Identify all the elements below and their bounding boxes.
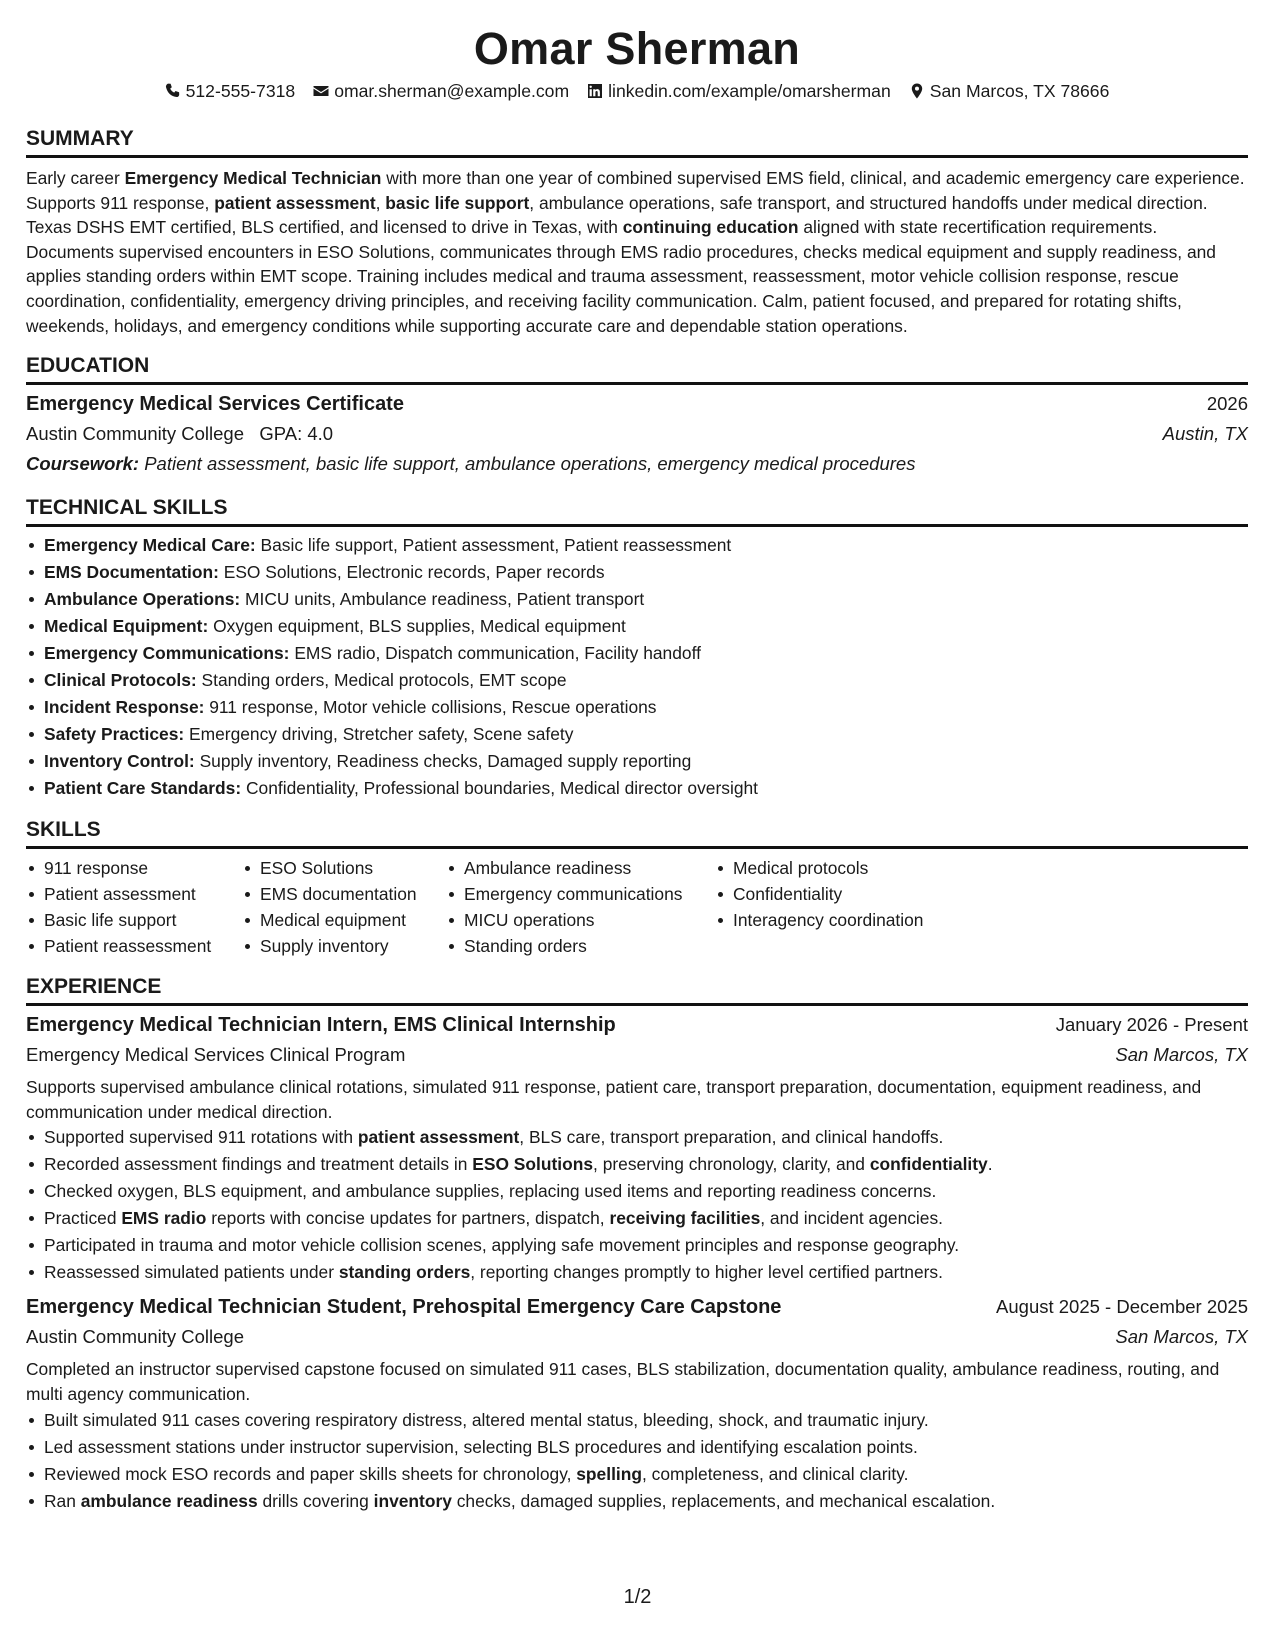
contact-bar	[26, 79, 1248, 103]
bold-term: standing orders	[338, 1262, 471, 1283]
skill-item: Emergency communications	[446, 881, 715, 907]
skill-item: Patient reassessment	[26, 933, 242, 959]
job-title: Emergency Medical Technician Student, Prehospital Emergency Care Capstone	[26, 1296, 782, 1319]
summary-section	[26, 125, 1248, 338]
bold-term: patient assessment	[357, 1127, 520, 1148]
education-year: 2026	[1206, 393, 1248, 415]
phone-icon	[165, 83, 181, 99]
bold-term: receiving facilities	[609, 1208, 761, 1229]
text-run: Reviewed mock ESO records and paper skills sheets for chronology,	[44, 1463, 577, 1484]
bold-term: confidentiality	[869, 1154, 988, 1175]
coursework-label: Coursework:	[26, 453, 140, 475]
section-heading: SKILLS	[26, 816, 1248, 849]
job-organization: Emergency Medical Services Clinical Program	[26, 1044, 406, 1066]
education-location: Austin, TX	[1162, 423, 1248, 445]
job-location: San Marcos, TX	[1115, 1044, 1248, 1066]
coursework-text: Patient assessment, basic life support, ambulance operations, emergency medical procedures	[144, 453, 916, 475]
text-run: Built simulated 911 cases covering respiratory distress, altered mental status, bleeding, shock, and traumatic injury.	[44, 1409, 929, 1430]
job-title: Emergency Medical Technician Intern, EMS Clinical Internship	[26, 1014, 616, 1037]
map-pin-icon	[909, 83, 925, 99]
text-run: , BLS care, transport preparation, and clinical handoffs.	[519, 1127, 944, 1148]
school-name: Austin Community College	[26, 423, 244, 445]
skill-values: Standing orders, Medical protocols, EMT scope	[201, 670, 567, 691]
education-header-row	[26, 389, 1248, 419]
gpa: GPA: 4.0	[259, 423, 334, 445]
job-entry	[26, 1292, 1248, 1514]
job-bullet	[26, 1151, 1248, 1178]
text-run: Recorded assessment findings and treatment details in	[44, 1154, 473, 1175]
job-organization: Austin Community College	[26, 1326, 244, 1348]
skill-category: Ambulance Operations:	[44, 589, 241, 610]
job-bullets	[26, 1124, 1248, 1286]
skill-category: Inventory Control:	[44, 751, 195, 772]
skill-values: MICU units, Ambulance readiness, Patient transport	[245, 589, 645, 610]
job-summary: Supports supervised ambulance clinical rotations, simulated 911 response, patient care, transport preparation, documentation, equipment readiness, and communication under medical direction.	[26, 1077, 1202, 1122]
technical-skills-list	[26, 532, 1248, 802]
section-heading: EDUCATION	[26, 352, 1248, 385]
bold-term: ambulance readiness	[80, 1490, 258, 1511]
text-run: ,	[375, 192, 386, 213]
skill-item: Medical protocols	[715, 855, 975, 881]
experience-list	[26, 1010, 1248, 1514]
education-school-row	[26, 419, 1248, 449]
skill-category: Emergency Communications:	[44, 643, 290, 664]
text-run: Reassessed simulated patients under	[44, 1262, 339, 1283]
job-org-row	[26, 1040, 1248, 1070]
text-run: , preserving chronology, clarity, and	[593, 1154, 870, 1175]
text-run: Early career	[26, 168, 125, 188]
technical-skill-item	[26, 667, 1248, 694]
skill-category: Patient Care Standards:	[44, 778, 242, 799]
technical-skills-section	[26, 494, 1248, 802]
contact-phone	[165, 79, 296, 103]
text-run: , reporting changes promptly to higher level certified partners.	[470, 1262, 943, 1283]
job-header-row	[26, 1010, 1248, 1040]
page-number: 1/2	[623, 1586, 652, 1608]
technical-skill-item	[26, 721, 1248, 748]
bold-term: patient assessment	[214, 192, 376, 213]
text-run: reports with concise updates for partners, dispatch,	[206, 1208, 610, 1229]
job-bullet	[26, 1461, 1248, 1488]
skill-item: MICU operations	[446, 907, 715, 933]
skill-item: ESO Solutions	[242, 855, 446, 881]
skill-item: Standing orders	[446, 933, 715, 959]
skills-column	[715, 855, 975, 959]
section-heading: EXPERIENCE	[26, 973, 1248, 1006]
text-run: Supported supervised 911 rotations with	[44, 1127, 358, 1148]
text-run: Practiced	[44, 1208, 122, 1229]
skill-item: Supply inventory	[242, 933, 446, 959]
job-dates: January 2026 - Present	[1055, 1014, 1248, 1036]
skill-item: EMS documentation	[242, 881, 446, 907]
skill-item: Confidentiality	[715, 881, 975, 907]
skill-item: Basic life support	[26, 907, 242, 933]
resume-page	[26, 0, 1248, 1515]
education-section	[26, 352, 1248, 479]
bold-term: continuing education	[622, 217, 799, 238]
text-run: aligned with state recertification requirements. Documents supervised encounters in ESO Solutions, communicates through EMS radio procedures, checks medical equipment and supply readiness, and applies standing orders within EMT scope. Training includes medical and trauma assessment, reassessment, motor vehicle collision response, rescue coordination, confidentiality, emergency driving principles, and receiving facility communication. Calm, patient focused, and prepared for rotating shifts, weekends, holidays, and emergency conditions while supporting accurate care and dependable station operations.	[26, 217, 1216, 336]
skill-item: Medical equipment	[242, 907, 446, 933]
linkedin-link[interactable]: linkedin.com/example/omarsherman	[608, 81, 891, 101]
technical-skill-item	[26, 694, 1248, 721]
experience-section	[26, 973, 1248, 1514]
section-heading: SUMMARY	[26, 125, 1248, 158]
job-bullet	[26, 1407, 1248, 1434]
skill-values: Oxygen equipment, BLS supplies, Medical equipment	[213, 616, 626, 637]
skill-values: ESO Solutions, Electronic records, Paper records	[223, 562, 605, 583]
bold-term: spelling	[576, 1463, 642, 1484]
school-line	[26, 419, 333, 449]
skills-section	[26, 816, 1248, 959]
skill-category: EMS Documentation:	[44, 562, 219, 583]
technical-skill-item	[26, 613, 1248, 640]
skill-item: Ambulance readiness	[446, 855, 715, 881]
job-header-row	[26, 1292, 1248, 1322]
job-bullet	[26, 1205, 1248, 1232]
skill-item: Interagency coordination	[715, 907, 975, 933]
text-run: , ambulance operations, safe transport, and structured handoffs under medical direction. Texas DSHS EMT certified, BLS certified, and licensed to drive in Texas, with	[26, 192, 1208, 238]
technical-skill-item	[26, 586, 1248, 613]
job-org-row	[26, 1322, 1248, 1352]
skill-values: 911 response, Motor vehicle collisions, Rescue operations	[209, 697, 657, 718]
coursework-line	[26, 449, 1248, 479]
envelope-icon	[313, 83, 329, 99]
technical-skill-item	[26, 532, 1248, 559]
technical-skill-item	[26, 748, 1248, 775]
skill-values: Supply inventory, Readiness checks, Damaged supply reporting	[199, 751, 692, 772]
skill-category: Medical Equipment:	[44, 616, 209, 637]
bold-term: Emergency Medical Technician	[124, 168, 382, 188]
job-bullet	[26, 1434, 1248, 1461]
skills-grid	[26, 855, 1248, 959]
text-run: Checked oxygen, BLS equipment, and ambulance supplies, replacing used items and reporting readiness concerns.	[44, 1181, 937, 1202]
bold-term: basic life support	[385, 192, 530, 213]
text-run: with more than one year of combined supervised EMS field, clinical, and academic emergency care experience. Supports 911 response,	[26, 168, 1245, 213]
contact-location	[909, 79, 1110, 103]
text-run: Participated in trauma and motor vehicle collision scenes, applying safe movement principles and response geography.	[44, 1235, 960, 1256]
job-bullet	[26, 1124, 1248, 1151]
job-summary: Completed an instructor supervised capstone focused on simulated 911 cases, BLS stabilization, documentation quality, ambulance readiness, routing, and multi agency communication.	[26, 1359, 1220, 1404]
location-text: San Marcos, TX 78666	[929, 81, 1110, 101]
linkedin-icon	[587, 83, 603, 99]
candidate-name: Omar Sherman	[473, 23, 801, 74]
technical-skill-item	[26, 640, 1248, 667]
skill-category: Safety Practices:	[44, 724, 185, 745]
contact-linkedin[interactable]	[587, 79, 891, 103]
technical-skill-item	[26, 775, 1248, 802]
job-bullet	[26, 1488, 1248, 1515]
contact-email[interactable]	[313, 79, 569, 103]
skills-column	[242, 855, 446, 959]
job-bullet	[26, 1232, 1248, 1259]
bold-term: EMS radio	[121, 1208, 207, 1229]
summary-paragraph	[26, 166, 1248, 338]
text-run: Led assessment stations under instructor supervision, selecting BLS procedures and identifying escalation points.	[44, 1436, 918, 1457]
skill-values: EMS radio, Dispatch communication, Facility handoff	[294, 643, 701, 664]
bold-term: inventory	[373, 1490, 452, 1511]
email-link[interactable]: omar.sherman@example.com	[334, 81, 570, 101]
section-heading: TECHNICAL SKILLS	[26, 494, 1248, 527]
job-bullet	[26, 1178, 1248, 1205]
text-run: Ran	[44, 1490, 81, 1511]
job-dates: August 2025 - December 2025	[996, 1296, 1248, 1318]
text-run: checks, damaged supplies, replacements, and mechanical escalation.	[451, 1490, 996, 1511]
skill-item: Patient assessment	[26, 881, 242, 907]
skill-values: Basic life support, Patient assessment, Patient reassessment	[260, 535, 732, 556]
skill-item: 911 response	[26, 855, 242, 881]
skill-category: Clinical Protocols:	[44, 670, 197, 691]
skills-column	[446, 855, 715, 959]
text-run: drills covering	[257, 1490, 374, 1511]
skills-column	[26, 855, 242, 959]
job-entry	[26, 1010, 1248, 1286]
job-bullet	[26, 1259, 1248, 1286]
phone-text: 512-555-7318	[185, 81, 296, 101]
skill-values: Confidentiality, Professional boundaries, Medical director oversight	[246, 778, 758, 799]
text-run: , completeness, and clinical clarity.	[641, 1463, 909, 1484]
skill-category: Incident Response:	[44, 697, 205, 718]
skill-values: Emergency driving, Stretcher safety, Scene safety	[189, 724, 574, 745]
job-location: San Marcos, TX	[1115, 1326, 1248, 1348]
technical-skill-item	[26, 559, 1248, 586]
text-run: , and incident agencies.	[760, 1208, 943, 1229]
bold-term: ESO Solutions	[472, 1154, 594, 1175]
skill-category: Emergency Medical Care:	[44, 535, 256, 556]
text-run: .	[987, 1154, 993, 1175]
job-bullets	[26, 1407, 1248, 1515]
degree-title: Emergency Medical Services Certificate	[26, 393, 404, 416]
